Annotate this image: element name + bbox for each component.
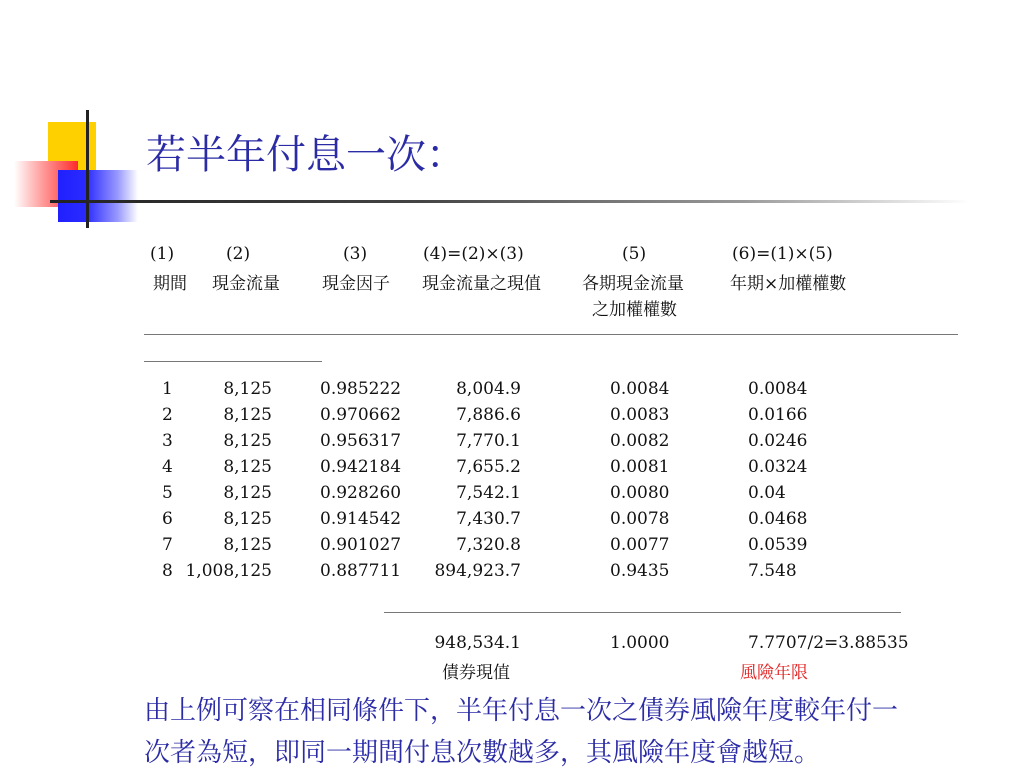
total-present-value: 948,534.1 <box>434 633 521 653</box>
header-divider <box>144 334 958 335</box>
cell-pv: 8,004.9 <box>456 379 521 399</box>
cell-period: 1 <box>162 379 173 399</box>
cell-weight: 0.0081 <box>610 457 670 477</box>
cell-cashflow: 8,125 <box>223 379 272 399</box>
cell-pv: 7,320.8 <box>456 535 521 555</box>
header-col5-number: (5) <box>622 244 647 264</box>
cell-cashflow: 8,125 <box>223 509 272 529</box>
cell-factor: 0.985222 <box>320 379 402 399</box>
cell-factor: 0.956317 <box>320 431 402 451</box>
header-col3-label: 現金因子 <box>322 274 390 294</box>
cell-weight: 0.0077 <box>610 535 670 555</box>
header-col5-label-cont: 之加權權數 <box>592 300 677 320</box>
conclusion-text <box>144 690 974 774</box>
header-col2-label: 現金流量 <box>212 274 280 294</box>
cell-period: 5 <box>162 483 173 503</box>
decor-horizontal-line <box>50 200 970 203</box>
cell-pv: 7,770.1 <box>456 431 521 451</box>
cell-factor: 0.901027 <box>320 535 402 555</box>
cell-pv: 7,430.7 <box>456 509 521 529</box>
cell-period: 3 <box>162 431 173 451</box>
cell-cashflow: 8,125 <box>223 535 272 555</box>
cell-weighted-period: 0.0166 <box>748 405 808 425</box>
cell-period: 2 <box>162 405 173 425</box>
cell-weighted-period: 0.0539 <box>748 535 808 555</box>
cell-period: 6 <box>162 509 173 529</box>
cell-weighted-period: 0.0468 <box>748 509 808 529</box>
decor-vertical-line <box>86 110 89 228</box>
decor-blue-square <box>58 170 138 222</box>
label-duration: 風險年限 <box>740 663 808 683</box>
cell-weight: 0.0082 <box>610 431 670 451</box>
cell-weight: 0.0083 <box>610 405 670 425</box>
conclusion-line-1: 由上例可察在相同條件下，半年付息一次之債券風險年度較年付一 <box>144 696 899 726</box>
label-bond-present-value: 債券現值 <box>442 663 510 683</box>
cell-factor: 0.914542 <box>320 509 402 529</box>
cell-weight: 0.9435 <box>610 561 670 581</box>
cell-weight: 0.0080 <box>610 483 670 503</box>
cell-period: 4 <box>162 457 173 477</box>
cell-period: 7 <box>162 535 173 555</box>
totals-divider <box>384 612 901 613</box>
header-col4-label: 現金流量之現值 <box>422 274 541 294</box>
total-weight: 1.0000 <box>610 633 670 653</box>
conclusion-line-2: 次者為短，即同一期間付息次數越多，其風險年度會越短。 <box>144 738 821 768</box>
cell-pv: 894,923.7 <box>434 561 521 581</box>
cell-weighted-period: 7.548 <box>748 561 797 581</box>
cell-weight: 0.0084 <box>610 379 670 399</box>
cell-cashflow: 8,125 <box>223 431 272 451</box>
cell-weighted-period: 0.0324 <box>748 457 808 477</box>
cell-factor: 0.942184 <box>320 457 402 477</box>
cell-factor: 0.970662 <box>320 405 402 425</box>
slide-title: 若半年付息一次： <box>146 132 466 178</box>
cell-pv: 7,886.6 <box>456 405 521 425</box>
header-divider-short <box>144 361 322 362</box>
cell-weighted-period: 0.04 <box>748 483 786 503</box>
cell-factor: 0.887711 <box>320 561 402 581</box>
cell-pv: 7,542.1 <box>456 483 521 503</box>
cell-cashflow: 8,125 <box>223 457 272 477</box>
header-col5-label: 各期現金流量 <box>582 274 684 294</box>
cell-weight: 0.0078 <box>610 509 670 529</box>
header-col1-number: (1) <box>150 244 175 264</box>
header-col4-number: (4)=(2)×(3) <box>423 244 524 264</box>
cell-period: 8 <box>162 561 173 581</box>
cell-cashflow: 8,125 <box>223 405 272 425</box>
cell-cashflow: 8,125 <box>223 483 272 503</box>
header-col1-label: 期間 <box>153 274 187 294</box>
cell-pv: 7,655.2 <box>456 457 521 477</box>
header-col2-number: (2) <box>226 244 251 264</box>
total-duration: 7.7707/2=3.88535 <box>748 633 909 653</box>
header-col3-number: (3) <box>343 244 368 264</box>
cell-factor: 0.928260 <box>320 483 402 503</box>
header-col6-number: (6)=(1)×(5) <box>732 244 833 264</box>
cell-cashflow: 1,008,125 <box>185 561 272 581</box>
header-col6-label: 年期×加權權數 <box>730 274 847 294</box>
cell-weighted-period: 0.0084 <box>748 379 808 399</box>
cell-weighted-period: 0.0246 <box>748 431 808 451</box>
